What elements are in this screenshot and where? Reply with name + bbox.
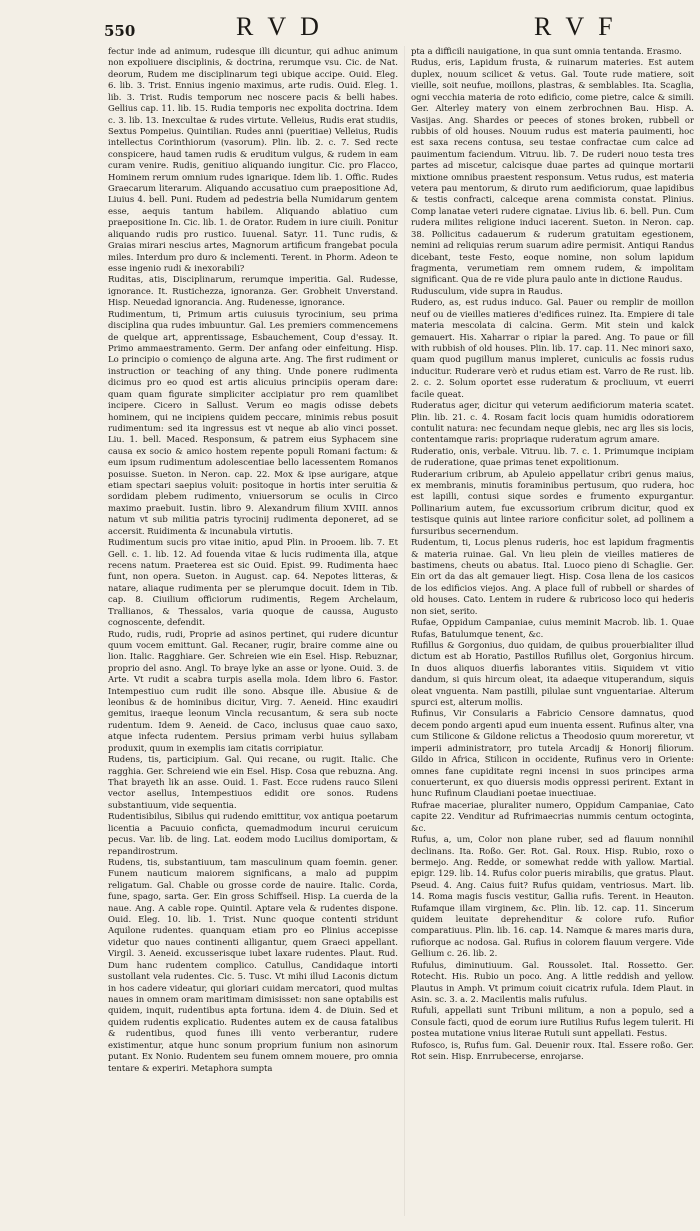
running-head-right: R V F: [534, 12, 617, 41]
dictionary-entry: Rudimentum sucis pro vitae initio, apud Plin. in Prooem. lib. 7. Et Gell. c. 1. lib. 12. Ad fouenda vitae & lucis rudimenta illa, atque recens natum. Praeterea est sic Ouid. Epist. 99. Rudimenta haec funt, non opera. Sueton. in August. cap. 64. Nepotes litteras, & natare, aliaque rudimenta per se plerumque docuit. Idem in Tib. cap. 8. Ciuilium officiorum rudimentis, Regem Archelaum, Trallianos, & Thessalos, varia quoque de caussa, Augusto cognoscente, defendit.: [108, 537, 398, 628]
dictionary-entry: Ruderatus ager, dicitur qui veterum aedificiorum materia scatet. Plin. lib. 21. c. 4. Rosam facit locis quam humidis odoratiorem contulit natura: nec fecundam neque glebis, nec arg lles sis locis, contentamque raris: propriaque ruderatum agrum amare.: [411, 400, 694, 445]
dictionary-entry: Rudusculum, vide supra in Raudus.: [411, 285, 563, 296]
dictionary-entry: Rufuli, appellati sunt Tribuni militum, a non a populo, sed a Consule facti, quod de eorum iure Rutilius Rufus legem tulerit. Hi postea mutatione vnius literae Rutuli sunt appellati. Festus.: [411, 1005, 694, 1039]
dictionary-entry: Rudero, as, est rudus induco. Gal. Pauer ou remplir de moillon neuf ou de vieilles matieres d'edifices ruinez. Ita. Empiere di tale materia mescolata di calcina. Germ. Mit stein und kalck gemauert. His. Xaharrar o ripiar la pared. Ang. To paue or fill with rubbish of old houses. Plin. lib. 17. cap. 11. Nec minori saxo, quam quod pugillum manus impleret, cuniculis ac fossis rudus inducitur. Ruderare verò et rudus etiam est. Varro de Re rust. lib. 2. c. 2. Solum oportet esse ruderatum & procliuum, vt euerri facile queat.: [411, 297, 694, 399]
dictionary-entry: Rudentisibilus, Sibilus qui rudendo emittitur, vox antiqua poetarum licentia a Pacuuio conficta, quemadmodum incurui ceruicum pecus. Var. lib. de ling. Lat. eodem modo Lucilius domiportam, & repandirostrum.: [108, 811, 398, 856]
column-divider: [404, 46, 405, 1216]
page-number: 550: [104, 22, 136, 40]
dictionary-entry: pta a difficili nauigatione, in qua sunt omnia tentanda. Erasmo.: [411, 46, 682, 56]
dictionary-entry: Rufinus, Vir Consularis a Fabricio Censore damnatus, quod decem pondo argenti apud eum inuenta essent. Rufinus alter, vna cum Stilicone & Gildone relictus a Theodosio quum moreretur, vt imperii administratorr, pro tutela Arcadij & Honorij filiorum. Gildo in Africa, Stilicon in occidente, Rufinus vero in Oriente: omnes fane cupiditate regni incensi in suos principes arma conuerterunt, ex quo diuersis modis oppressi perirent. Extant in hunc Rufinum Claudiani poetae inuectiuae.: [411, 708, 694, 799]
page-header: [0, 8, 700, 44]
dictionary-entry: Rufosco, is, Rufus fum. Gal. Deuenir roux. Ital. Essere roßo. Ger. Rot sein. Hisp. Enrrubecerse, enrojarse.: [411, 1039, 694, 1062]
dictionary-entry: Ruditas, atis, Disciplinarum, rerumque imperitia. Gal. Rudesse, ignorance. It. Rustichezza, ignoranza. Ger. Grobheit Unverstand. Hisp. Neuedad ignorancia. Ang. Rudenesse, ignorance.: [108, 274, 398, 308]
dictionary-entry: Rudo, rudis, rudi, Proprie ad asinos pertinet, qui rudere dicuntur quum vocem emittunt. Gal. Recaner, rugir, braire comme aine ou lion. Italic. Ragghiare. Ger. Schreien wie ein Esel. Hisp. Rebuznar, proprio del asno. Angl. To braye lyke an asse or lyone. Ouid. 3. de Arte. Vt rudit a scabra turpis asella mola. Idem libro 6. Fastor. Intempestiuo cum rudit ille sono. Absque ille. Abusiue & de leonibus & de hominibus dicitur, Virg. 7. Aeneid. Hinc exaudiri gemitus, iraeque leonum Vincla recusantum, & sera sub nocte rudentum. Idem 9. Aeneid. de Caco, inclusus quae cauo saxo, atque infecta rudentem. Persius primam verbi huius syllabam produxit, quum in exemplis iam citatis corripiatur.: [108, 628, 398, 753]
dictionary-entry: Rudens, tis, substantiuum, tam masculinum quam foemin. gener. Funem nauticum maiorem significans, a malo ad puppim religatum. Gal. Chable ou grosse corde de nauire. Italic. Corda, fune, spago, sarta. Ger. Ein gross Schiffseil. Hisp. La cuerda de la naue. Ang. A cable rope. Quintil. Aptare vela & rudentes dispone. Ouid. Eleg. 10. lib. 1. Trist. Nunc quoque contenti stridunt Aquilone rudentes. quanquam etiam pro eo Plinius accepisse videtur quo naues continenti alligantur, quem Graeci appellant. Virgil. 3. Aeneid. excusserisque iubet laxare rudentes. Plaut. Rud. Dum hanc rudentem complico. Catullus, Candidaque intorti sustollant vela rudentes. Cic. 5. Tusc. Vt mihi illud Laconis dictum in hos cadere videatur, qui gloriari cuidam mercatori, quod multas naues in omnem oram maritimam dimisisset: non sane optabilis est quidem, inquit, rudentibus apta fortuna. idem 4. de Diuin. Sed et quidem rudentis explicatio. Rudentes autem ex de causa fatalibus & rudentibus, quod funes illi vento verberantur, rudere existimentur, atque hunc sonum proprium funium non asinorum putant. Ex Nonio. Rudentem seu funem omnem mouere, pro omnia tentare & experiri. Metaphora sumpta: [108, 856, 398, 1073]
dictionary-entry: Ruderatio, onis, verbale. Vitruu. lib. 7. c. 1. Primumque incipiam de ruderatione, quae primas tenet expolitionum.: [411, 445, 694, 468]
right-column: [411, 46, 694, 1224]
dictionary-entry: fectur inde ad animum, rudesque illi dicuntur, qui adhuc animum non expoliuere disciplinis, & doctrina, rerumque vsu. Cic. de Nat. deorum, Rudem me disciplinarum tegi ubique accipe. Ouid. Eleg. 6. lib. 3. Trist. Ennius ingenio maximus, arte rudis. Ouid. Eleg. 1. lib. 3. Trist. Rudis temporum nec noscere pacis & belli habes. Gellius cap. 11. lib. 15. Rudia temporis nec expolita doctrina. Idem c. 3. lib. 13. Inexcultae & rudes virtute. Velleius, Rudis erat studiis, Sextus Pompeius. Quintilian. Rudes anni (pueritiae) Velleius, Rudis intellectus Corinthiorum (vasorum). Plin. lib. 2. c. 7. Sed recte conspicere, haud tamen rudis & eruditum vulgus, & rudem in eam curam venire. Rudis, genitiuo aliquando iungitur. Cic. pro Flacco, Hominem rerum omnium rudes ignarique. Idem lib. 1. Offic. Rudes Graecarum literarum. Aliquando accusatiuo cum praepositione Ad, Liuius 4. bell. Puni. Rudem ad pedestria bella Numidarum gentem esse, aequis tantum habilem. Aliquando ablatiuo cum praepositione In. Cic. lib. 1. de Orator. Rudem in iure ciuili. Ponitur aliquando rudis pro rustico. Iuuenal. Satyr. 11. Tunc rudis, & Graias mirari nescius artes, Magnorum artificum frangebat pocula miles. Interdum pro duro & inclementi. Terent. in Phorm. Adeon te esse ingenio rudi & inexorabili?: [108, 46, 398, 274]
dictionary-entry: Rufae, Oppidum Campaniae, cuius meminit Macrob. lib. 1. Quae Rufas, Batulumque tenent, &c.: [411, 617, 694, 639]
dictionary-entry: Rufillus & Gorgonius, duo quidam, de quibus prouerbialiter illud dictum est ab Horatio, Pastillos Rufillus olet, Gorgonius hircum. In duos aliquos diuerfis laborantes vitiis. Siquidem vt vitio dandum, si quis hircum oleat, ita adaeque vituperandum, siquis oleat vnguenta. Nam pastilli, pilulae sunt vnguentariae. Alterum spurci est, alterum mollis.: [411, 639, 694, 708]
dictionary-entry: Rudus, eris, Lapidum frusta, & ruinarum materies. Est autem duplex, nouum scilicet & vetus. Gal. Toute rude matiere, soit vieille, soit neufue, moillons, plastras, & semblables. Ita. Scaglia, ogni vecchia materia de roto edificio, come pietre, calce & simili. Ger. Alterley matery von einem zerbrochnen Bau. Hisp. A. Vasijas. Ang. Shardes or peeces of stones broken, rubbell or rubbis of old houses. Nouum rudus est materia pauimenti, hoc est saxa recens contusa, seu testae confractae cum calce ad pauimentum faciendum. Vitruu. lib. 7. De ruderi nouo testa tres partes ad miscetur, calcisque duae partes ad quinque mortarii mixtione omnibus praestent responsum. Vetus rudus, est materia vetera pau mentorum, & diruto rum aedificiorum, quae lapidibus & testis confracti, calceque arena commista constat. Plinius. Comp lanatae veteri rudere cignatae. Livius lib. 6. bell. Pun. Cum rudera milites religione induci iacerent. Sueton. in Neron. cap. 38. Pollicitus cadauerum & ruderum gratuitam egestionem, nemini ad reliquias rerum suarum adire permisit. Antiqui Randus dicebant, teste Festo, eoque nomine, non solum lapidum fragmenta, verumetiam rem omnem rudem, & impolitam significant. Qua de re vide plura paulo ante in dictione Raudus.: [411, 57, 694, 285]
running-head-left: R V D: [236, 12, 323, 41]
dictionary-entry: Rudimentum, ti, Primum artis cuiusuis tyrocinium, seu prima disciplina qua rudes imbuuntur. Gal. Les premiers commencemens de quelque art, apprentissage, Esbauchement, Coup d'essay. It. Primo ammaestramento. Germ. Der anfang oder einfeitung. Hisp. Lo principio o comienço de alguna arte. Ang. The first rudiment or instruction or teaching of any thing. Unde ponere rudimenta dicimus pro eo quod est artis alicuius principiis operam dare: quam quam figurate simpliciter accipiatur pro rem quamlibet incipere. Cicero in Sallust. Verum eo magis odisse debets hominem, qui ne incipiens quidem peccare, minimis rebus posuit rudimentum: sed ita ingressus est vt neque ab alio vinci posset. Liu. 1. bell. Maced. Responsum, & patrem eius Syphacem sine causa ex socio & amico hostem repente populi Romani factum: & eum ipsum rudimentum adolescentiae bello lacessentem Romanos posuisse. Sueton. in Neron. cap. 22. Mox & ipse aurigare, atque etiam spectari saepius voluit: positoque in hortis inter seruitia & sordidam plebem rudimento, vniuersorum se oculis in Circo maximo praebuit. Iustin. libro 9. Alexandrum filium XVIII. annos natum vt sub militia patris tyrocinij rudimenta deponeret, ad se accersit. Ruidimenta & incunabula virtutis.: [108, 308, 398, 536]
dictionary-entry: Rufulus, diminutiuum. Gal. Roussolet. Ital. Rossetto. Ger. Rotecht. His. Rubio un poco. Ang. A little reddish and yellow. Plautus in Amph. Vt primum coiuit cicatrix rufula. Idem Plaut. in Asin. sc. 3. a. 2. Macilentis malis rufulus.: [411, 959, 694, 1005]
left-column: [108, 46, 398, 1224]
dictionary-entry: Ruderarium cribrum, ab Apuleio appellatur cribri genus maius, ex membranis, minutis foraminibus pertusum, quo rudera, hoc est lapilli, contusi sique sordes e frumento expurgantur. Pollinarium autem, fue excussorium cribrum dicitur, quod ex testisque quinis aut lintee rariore conficitur solet, ad pollinem a fursuribus secernendum.: [411, 468, 694, 536]
dictionary-entry: Rufrae maceriae, pluraliter numero, Oppidum Campaniae, Cato capite 22. Venditur ad Rufrimaecrias nummis centum octoginta, &c.: [411, 799, 694, 833]
dictionary-entry: Rudens, tis, participium. Gal. Qui recane, ou rugit. Italic. Che ragghia. Ger. Schreiend wie ein Esel. Hisp. Cosa que rebuzna. Ang. That brayeth lik an asse. Ouid. 1. Fast. Ecce rudens rauco Sileni vector asellus, Intempestiuos edidit ore sonos. Rudens substantiuum, vide sequentia.: [108, 754, 398, 810]
dictionary-entry: Rudentum, ti, Locus plenus ruderis, hoc est lapidum fragmentis & materia ruinae. Gal. Vn lieu plein de vieilles matieres de bastimens, cheuts ou abatus. Ital. Luoco pieno di Schaglie. Ger. Ein ort da das alt gemauer liegt. Hisp. Cosa llena de los casicos de los edificios viejos. Ang. A place full of rubbell or shardes of old houses. Cato. Lentem in rudere & rubricoso loco qui hederis non siet, serito.: [411, 537, 694, 616]
dictionary-entry: Rufus, a, um, Color non plane ruber, sed ad flauum nonnihil declinans. Ita. Roßo. Ger. Rot. Gal. Roux. Hisp. Rubio, roxo o bermejo. Ang. Redde, or somewhat redde with yallow. Martial. epigr. 129. lib. 14. Rufus color pueris mirabilis, que gratus. Plaut. Pseud. 4. Ang. Caius fuit? Rufus quidam, ventriosus. Mart. lib. 14. Roma magis fuscis vestitur, Gallia rufis. Terent. in Heauton. Rufamque illam virginem, &c. Plin. lib. 12. cap. 11. Sincerum quidem leuitate deprehenditur & colore rufo. Rufior comparatiuus. Plin. lib. 16. cap. 14. Namque & mares maris dura, rufiorque ac nodosa. Gal. Rufius in colorem flauum vergere. Vide Gellium c. 26. lib. 2.: [411, 834, 694, 959]
